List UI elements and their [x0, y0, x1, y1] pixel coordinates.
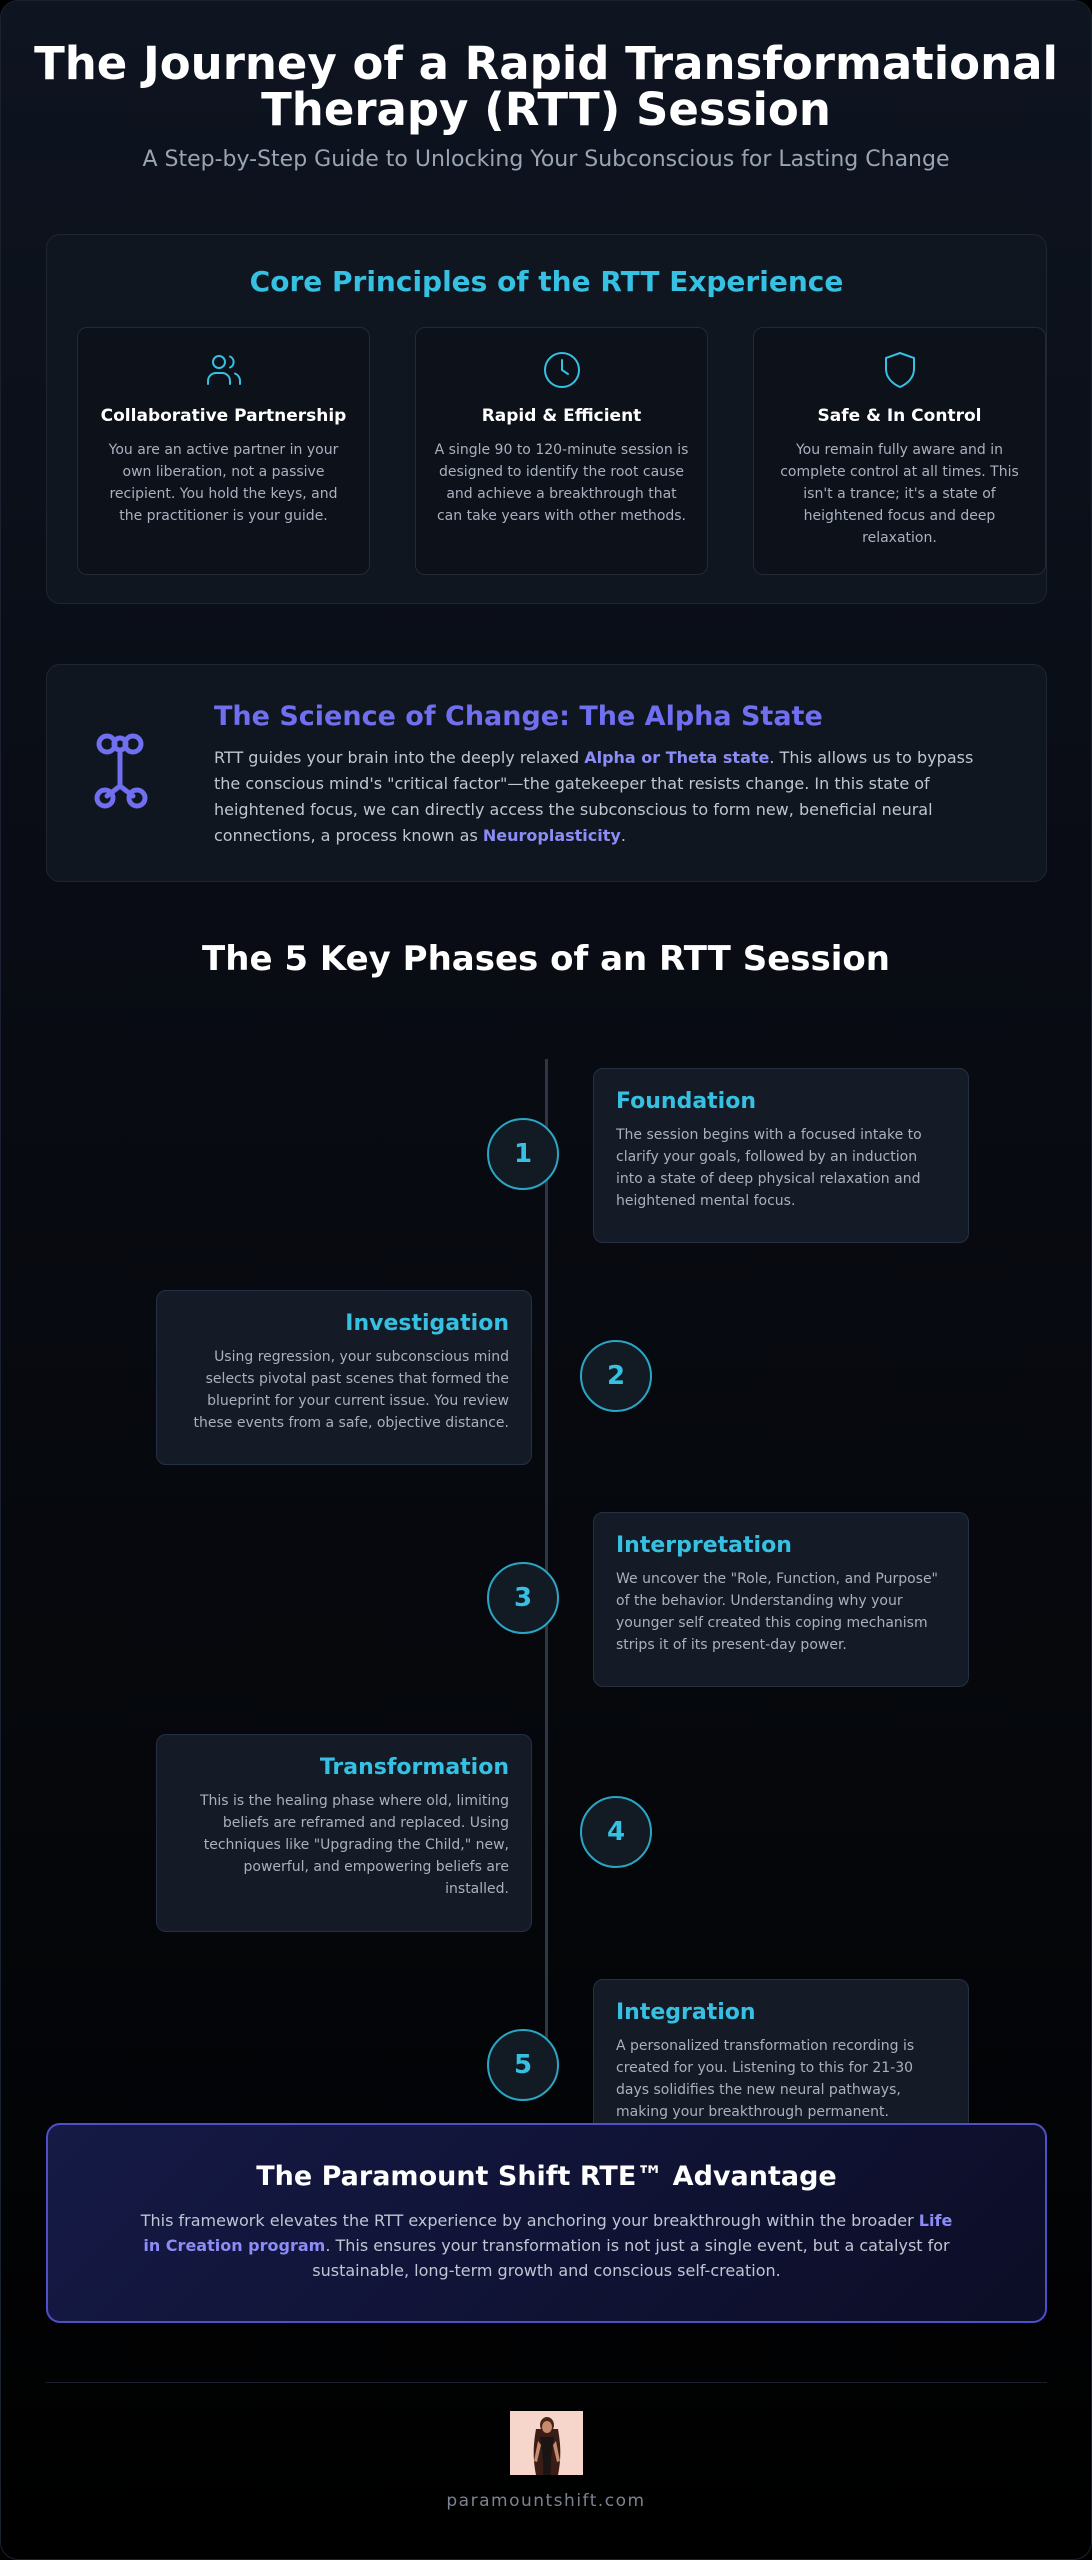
- science-section: [46, 664, 1047, 882]
- science-text-part: . This allows us to bypass the conscious mind's "critical factor"—the gatekeeper that resists change. In this state of heightened focus, we can directly access the subconscious to form new, beneficial neural connections, a process known as: [214, 748, 974, 845]
- phase-text: Using regression, your subconscious mind selects pivotal past scenes that formed the blueprint for your current issue. You review these events from a safe, objective distance.: [193, 1349, 509, 1431]
- phase-text: A personalized transformation recording is created for you. Listening to this for 21-30 days solidifies the new neural pathways, making your breakthrough permanent.: [616, 2038, 915, 2120]
- highlight-neuroplasticity: Neuroplasticity: [482, 826, 621, 845]
- science-title: The Science of Change: The Alpha State: [214, 701, 823, 732]
- footer-divider: [46, 2382, 1047, 2383]
- phase-title: Transformation: [319, 1755, 509, 1780]
- highlight-life-in-creation: Life in Creation program: [143, 2211, 953, 2255]
- phase-text: This is the healing phase where old, limiting beliefs are reframed and replaced. Using techniques like "Upgrading the Child," new, powerful, and empowering beliefs are installed.: [199, 1793, 509, 1897]
- advantage-text-part: . This ensures your transformation is not just a single event, but a catalyst for sustainable, long-term growth and conscious self-creation.: [312, 2236, 950, 2280]
- practitioner-photo: [510, 2411, 583, 2475]
- core-principles-title: Core Principles of the RTT Experience: [249, 265, 844, 298]
- phase-number-badge: 3: [487, 1562, 559, 1634]
- shield-icon: [880, 350, 920, 390]
- principle-text: You remain fully aware and in complete control at all times. This isn't a trance; it's a state of heightened focus and deep relaxation.: [780, 442, 1019, 546]
- phase-title: Integration: [616, 2000, 756, 2025]
- phase-number-badge: 4: [580, 1796, 652, 1868]
- principle-text: A single 90 to 120-minute session is designed to identify the root cause and achieve a breakthrough that can take years with other methods.: [434, 442, 689, 524]
- phase-number-badge: 1: [487, 1118, 559, 1190]
- phase-card-interpretation: [593, 1512, 969, 1687]
- phase-title: Investigation: [345, 1311, 509, 1336]
- phase-card-transformation: [156, 1734, 532, 1932]
- advantage-text-part: This framework elevates the RTT experience by anchoring your breakthrough within the broader: [140, 2211, 919, 2230]
- principle-text: You are an active partner in your own liberation, not a passive recipient. You hold the keys, and the practitioner is your guide.: [108, 442, 339, 524]
- page-title-line-2: Therapy (RTT) Session: [261, 83, 831, 136]
- footer-website-link[interactable]: paramountshift.com: [446, 2491, 646, 2511]
- clock-icon: [542, 350, 582, 390]
- core-principles-section: [46, 234, 1047, 604]
- principle-title: Safe & In Control: [817, 406, 982, 426]
- science-text-part: RTT guides your brain into the deeply relaxed: [214, 748, 585, 767]
- phase-title: Interpretation: [616, 1533, 792, 1558]
- phase-number-badge: 5: [487, 2029, 559, 2101]
- portrait-image: [510, 2411, 583, 2475]
- science-text-part: .: [620, 826, 626, 845]
- phase-text: We uncover the "Role, Function, and Purpose" of the behavior. Understanding why your younger self created this coping mechanism strips it of its present-day power.: [616, 1571, 938, 1653]
- phase-text: The session begins with a focused intake to clarify your goals, followed by an induction into a state of deep physical relaxation and heightened mental focus.: [616, 1127, 922, 1209]
- principle-title: Rapid & Efficient: [481, 406, 642, 426]
- users-icon: [204, 350, 244, 390]
- advantage-section: [46, 2123, 1047, 2323]
- phase-card-foundation: [593, 1068, 969, 1243]
- page-subtitle: A Step-by-Step Guide to Unlocking Your Subconscious for Lasting Change: [142, 147, 950, 172]
- highlight-alpha-theta: Alpha or Theta state: [584, 748, 770, 767]
- phases-title: The 5 Key Phases of an RTT Session: [202, 939, 890, 979]
- page-title-line-1: The Journey of a Rapid Transformational: [34, 37, 1058, 90]
- phase-title: Foundation: [616, 1089, 757, 1114]
- principle-card-rapid: [415, 327, 708, 575]
- page-title: [1, 37, 1091, 136]
- advantage-text: [137, 2208, 957, 2283]
- principle-title: Collaborative Partnership: [100, 406, 347, 426]
- principle-card-collaborative: [77, 327, 370, 575]
- principle-card-safe: [753, 327, 1046, 575]
- science-text: [214, 745, 1004, 849]
- phase-number-badge: 2: [580, 1340, 652, 1412]
- dna-icon: [93, 730, 157, 810]
- phase-card-investigation: [156, 1290, 532, 1465]
- advantage-title: The Paramount Shift RTE™ Advantage: [256, 2161, 837, 2192]
- header: [1, 37, 1091, 172]
